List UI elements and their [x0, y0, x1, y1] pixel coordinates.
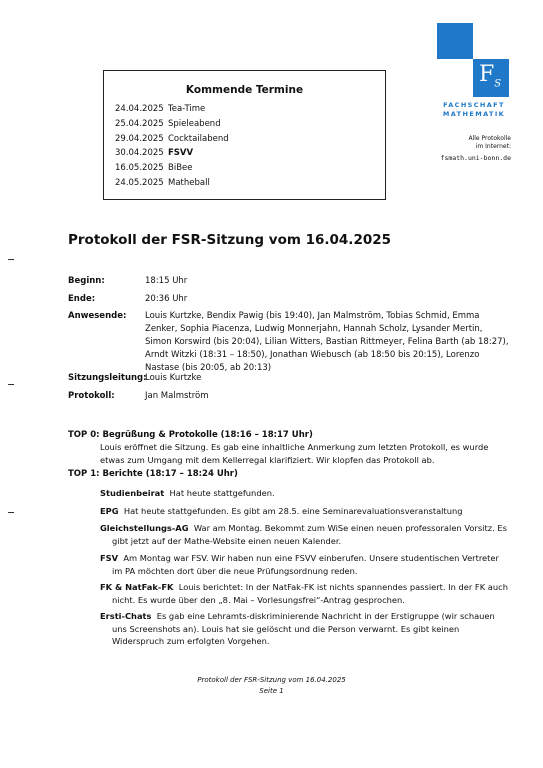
- minutes-label: Protokoll:: [68, 391, 115, 401]
- margin-mark: [8, 512, 14, 513]
- website-url: fsmath.uni-bonn.de: [440, 154, 511, 162]
- end-label: Ende:: [68, 294, 96, 304]
- protocols-note: Alle Protokolle im Internet:: [468, 135, 511, 150]
- upcoming-events-title: Kommende Termine: [185, 84, 304, 96]
- footer-title: Protokoll der FSR-Sitzung vom 16.04.2025: [197, 676, 346, 684]
- document-title: Protokoll der FSR-Sitzung vom 16.04.2025: [68, 232, 392, 248]
- margin-mark: [8, 384, 14, 385]
- event-row: 25.04.2025 Spieleabend: [115, 119, 221, 129]
- event-row: 30.04.2025 FSVV: [115, 148, 194, 158]
- logo-square-top: [437, 23, 473, 59]
- start-value: 18:15 Uhr: [145, 276, 188, 286]
- report-fsv: FSV Am Montag war FSV. Wir haben nun eine FSVV einberufen. Unsere studentischen Vertreter im PA möchten dort über die neue Prüfungsordnung reden.: [100, 553, 499, 576]
- report-epg: EPG Hat heute stattgefunden. Es gibt am 28.5. eine Seminarevaluationsveranstaltung: [100, 506, 463, 516]
- report-label: FSV: [100, 553, 119, 563]
- top0-heading: TOP 0: Begrüßung & Protokolle (18:16 – 18:17 Uhr): [68, 430, 313, 440]
- start-label: Beginn:: [68, 276, 105, 286]
- event-row: 24.04.2025 Tea-Time: [115, 104, 206, 114]
- top0-text: Louis eröffnet die Sitzung. Es gab eine inhaltliche Anmerkung zum letzten Protokoll, es wurde etwas zum Umgang mit dem Kellerregal klarifiziert. Wir klopfen das Protokoll ab.: [100, 442, 489, 465]
- minutes-value: Jan Malmström: [145, 391, 209, 401]
- report-label: EPG: [100, 506, 119, 516]
- top1-heading: TOP 1: Berichte (18:17 – 18:24 Uhr): [68, 469, 238, 479]
- logo-monogram: $F_S$: [479, 62, 502, 90]
- page-number: Seite 1: [259, 687, 284, 695]
- logo-wordmark: FACHSCHAFT MATHEMATIK: [442, 101, 506, 118]
- report-label: FK & NatFak-FK: [100, 582, 174, 592]
- chair-value: Louis Kurtzke: [145, 373, 202, 383]
- attendees-label: Anwesende:: [68, 311, 127, 321]
- report-label: Ersti-Chats: [100, 611, 152, 621]
- report-fk-natfak: FK & NatFak-FK Louis berichtet: In der NatFak-FK ist nichts spannendes passiert. In der FK auch nicht. Es wurde über den „8. Mai – Vorlesungsfrei“-Antrag gesprochen.: [100, 582, 508, 605]
- report-label: Gleichstellungs-AG: [100, 523, 189, 533]
- end-value: 20:36 Uhr: [145, 294, 188, 304]
- event-row: 24.05.2025 Matheball: [115, 178, 210, 188]
- event-row: 16.05.2025 BiBee: [115, 163, 193, 173]
- margin-mark: [8, 259, 14, 260]
- report-label: Studienbeirat: [100, 488, 165, 498]
- attendees-value: Louis Kurtzke, Bendix Pawig (bis 19:40), Jan Malmström, Tobias Schmid, Emma Zenker, Sophia Piacenza, Ludwig Monnerjahn, Hannah Scholz, Lysander Mertin, Simon Korswird (bis 20:04), Lilian Witters, Bastian Rittmeyer, Felina Barth (ab 18:27), Arndt Witzki (18:31 – 18:50), Jonathan Wiebusch (ab 18:50 bis 20:15), Lorenzo Nastase (bis 20:05, ab 20:13): [145, 311, 509, 373]
- report-ersti-chats: Ersti-Chats Es gab eine Lehramts-diskriminierende Nachricht in der Erstigruppe (wir schauen uns Screenshots an). Louis hat sie gelöscht und die Person verwarnt. Es gibt keinen Widerspruch zum erfolgten Vorgehen.: [100, 611, 495, 646]
- report-studienbeirat: Studienbeirat Hat heute stattgefunden.: [100, 488, 275, 498]
- chair-label: Sitzungsleitung:: [68, 373, 147, 383]
- event-row: 29.04.2025 Cocktailabend: [115, 134, 229, 144]
- report-gleichstellungs-ag: Gleichstellungs-AG War am Montag. Bekommt zum WiSe einen neuen professoralen Vorsitz. Es gibt jetzt auf der Mathe-Website einen neuen Kalender.: [100, 523, 507, 546]
